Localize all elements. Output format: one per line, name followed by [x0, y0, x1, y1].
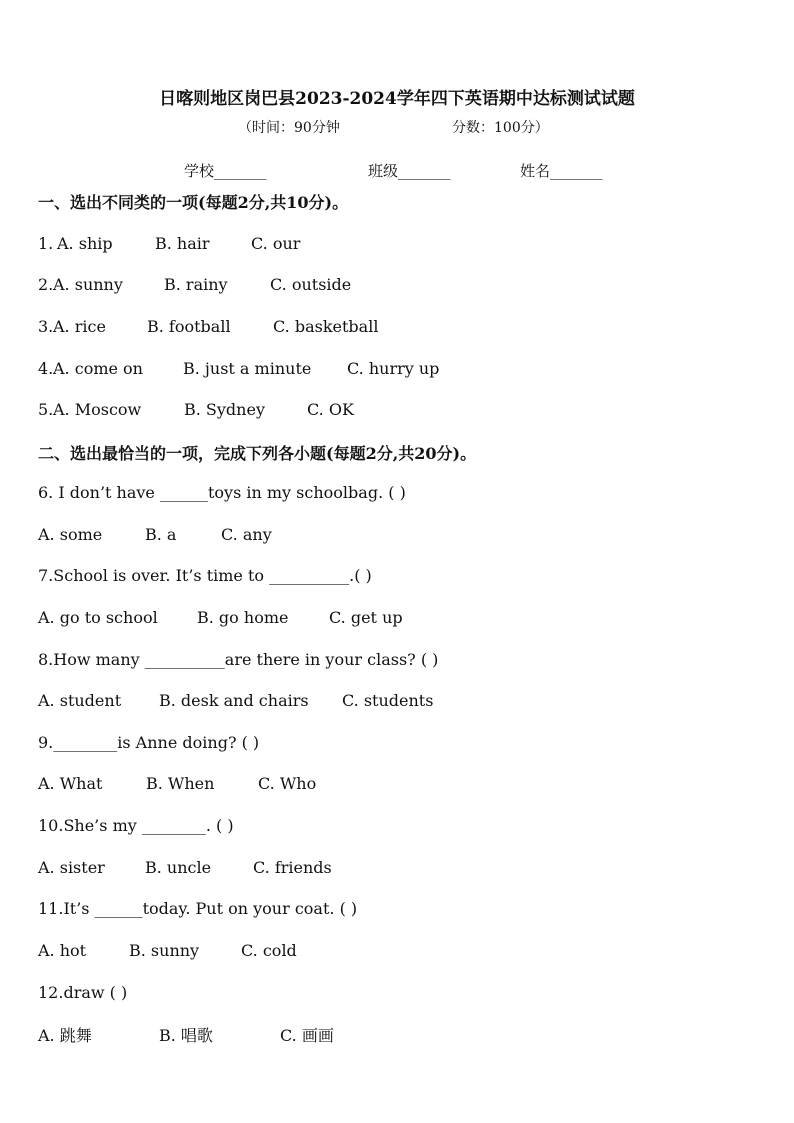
- option-b: B. 唱歌: [159, 1026, 213, 1045]
- question-stem: 12.draw ( ): [38, 983, 128, 1002]
- option-a: A. go to school: [38, 608, 158, 627]
- question-stem: 10.She’s my ________. ( ): [38, 816, 234, 835]
- option-c: C. any: [221, 525, 272, 544]
- question-number: 1.: [38, 234, 54, 253]
- class-field: 班级_______: [368, 162, 451, 180]
- option-b: B. football: [147, 317, 231, 336]
- option-c: C. hurry up: [347, 359, 440, 378]
- question-number: 2.: [38, 275, 54, 294]
- question-stem: 9.________is Anne doing? ( ): [38, 733, 260, 752]
- option-a: A. ship: [57, 234, 113, 253]
- option-a: A. student: [38, 691, 122, 710]
- option-c: C. cold: [241, 941, 297, 960]
- option-b: B. hair: [155, 234, 210, 253]
- section-2-heading: 二、选出最恰当的一项，完成下列各小题(每题2分,共20分)。: [38, 444, 477, 463]
- option-b: B. just a minute: [183, 359, 312, 378]
- option-c: C. students: [342, 691, 434, 710]
- option-a: A. hot: [38, 941, 87, 960]
- option-c: C. 画画: [280, 1026, 334, 1045]
- exam-time: （时间：90分钟: [238, 120, 340, 136]
- option-c: C. our: [251, 234, 301, 253]
- option-a: A. Moscow: [53, 400, 142, 419]
- question-number: 4.: [38, 359, 54, 378]
- page-title: 日喀则地区岗巴县2023-2024学年四下英语期中达标测试试题: [159, 89, 635, 109]
- option-c: C. OK: [307, 400, 354, 419]
- option-a: A. 跳舞: [38, 1026, 92, 1045]
- option-c: C. get up: [329, 608, 403, 627]
- question-stem: 8.How many __________are there in your class? ( ): [38, 650, 439, 669]
- section-1-heading: 一、选出不同类的一项(每题2分,共10分)。: [38, 193, 349, 212]
- option-b: B. Sydney: [184, 400, 265, 419]
- question-number: 5.: [38, 400, 54, 419]
- option-a: A. What: [38, 774, 103, 793]
- option-b: B. a: [145, 525, 177, 544]
- option-c: C. Who: [258, 774, 317, 793]
- option-a: A. sister: [38, 858, 105, 877]
- option-b: B. rainy: [164, 275, 228, 294]
- option-a: A. sunny: [53, 275, 123, 294]
- option-b: B. sunny: [129, 941, 200, 960]
- option-a: A. some: [38, 525, 103, 544]
- question-stem: 7.School is over. It’s time to __________.( ): [38, 566, 372, 585]
- option-b: B. go home: [197, 608, 289, 627]
- option-a: A. rice: [53, 317, 106, 336]
- name-field: 姓名_______: [520, 162, 603, 180]
- option-b: B. When: [146, 774, 215, 793]
- question-number: 3.: [38, 317, 54, 336]
- option-b: B. desk and chairs: [159, 691, 309, 710]
- option-b: B. uncle: [145, 858, 212, 877]
- exam-score: 分数：100分）: [452, 120, 549, 136]
- question-stem: 6. I don’t have ______toys in my schoolbag. ( ): [38, 483, 406, 502]
- question-stem: 11.It’s ______today. Put on your coat. ( ): [38, 899, 358, 918]
- school-field: 学校_______: [184, 162, 267, 180]
- option-c: C. friends: [253, 858, 332, 877]
- option-c: C. outside: [270, 275, 352, 294]
- option-c: C. basketball: [273, 317, 379, 336]
- option-a: A. come on: [53, 359, 143, 378]
